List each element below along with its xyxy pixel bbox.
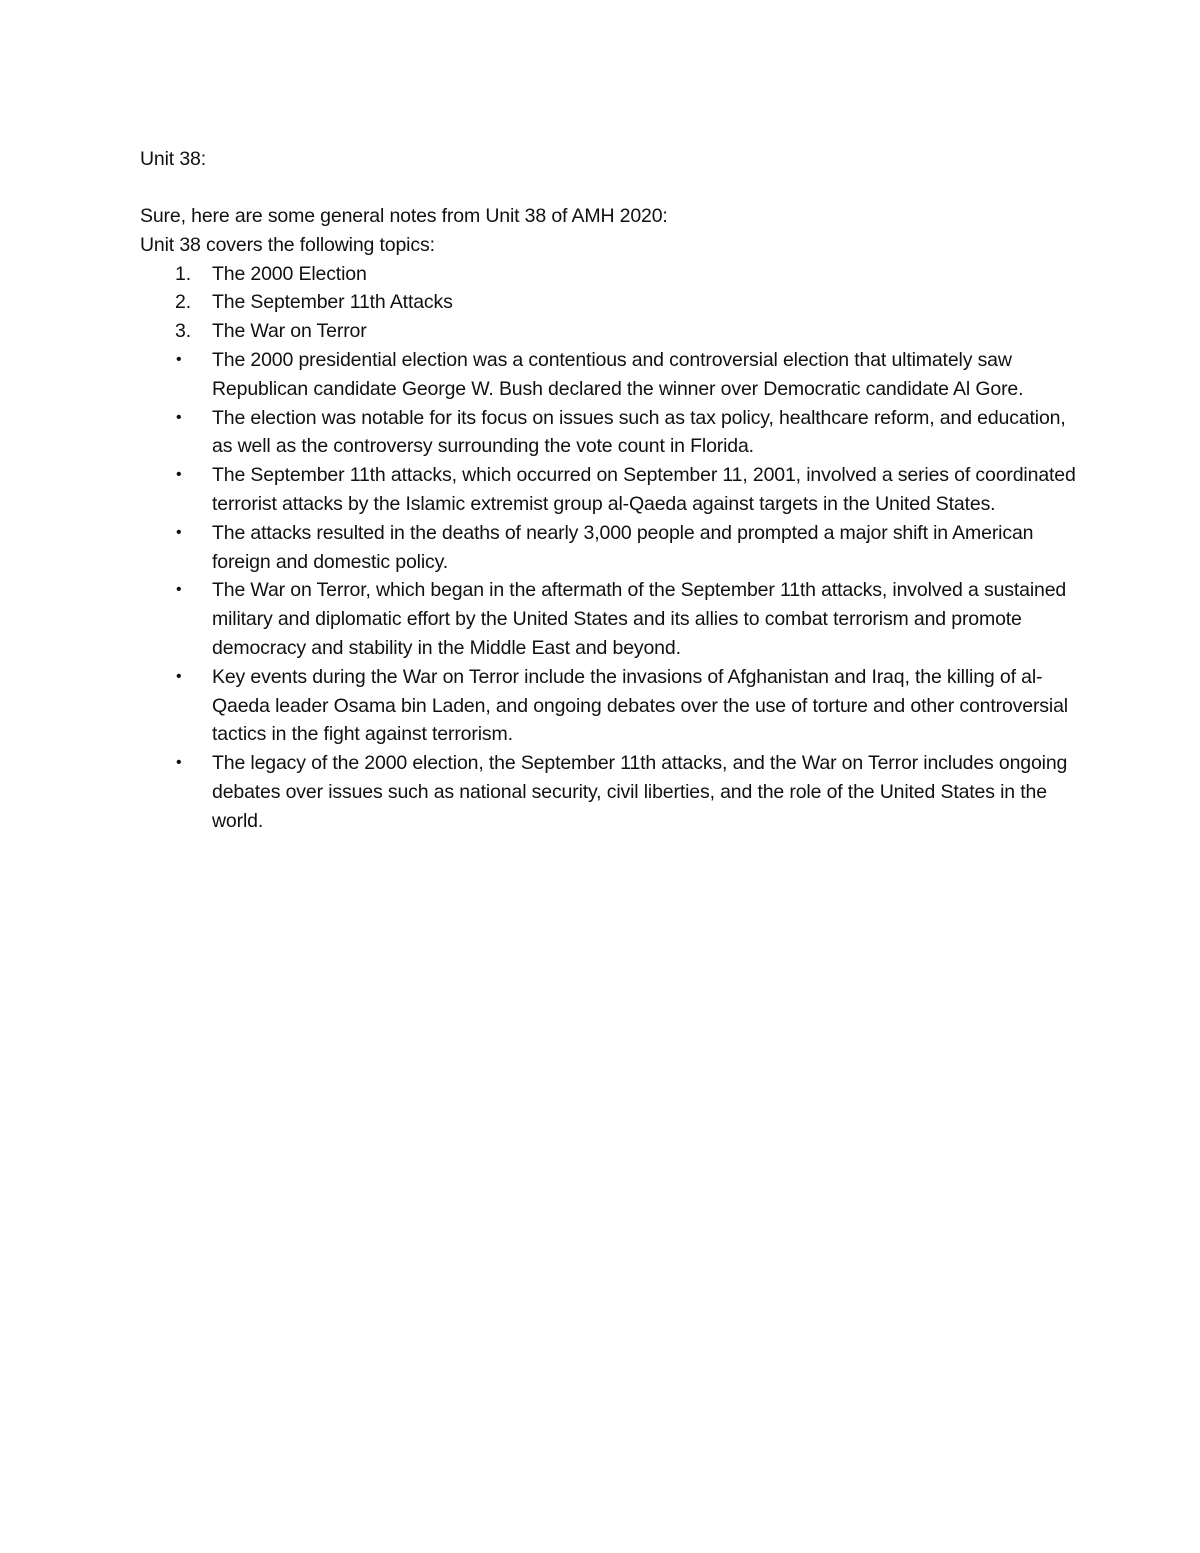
bullet-icon: • <box>176 667 182 685</box>
topics-lead-line: Unit 38 covers the following topics: <box>140 233 435 256</box>
bullet-icon: • <box>176 523 182 541</box>
bullet-list-item <box>140 576 1080 662</box>
list-item-text: The legacy of the 2000 election, the September 11th attacks, and the War on Terror includes ongoing debates over issues such as national security, civil liberties, and the role of the United States in the world. <box>212 752 1068 832</box>
list-item-text: The War on Terror, which began in the aftermath of the September 11th attacks, involved a sustained military and diplomatic effort by the United States and its allies to combat terrorism and promote democracy and stability in the Middle East and beyond. <box>212 579 1067 659</box>
list-number: 2. <box>175 291 191 314</box>
numbered-list-item <box>140 260 1080 289</box>
list-number: 3. <box>175 320 191 343</box>
list-item-text: The attacks resulted in the deaths of nearly 3,000 people and prompted a major shift in American foreign and domestic policy. <box>212 521 1034 573</box>
list-item-text: The September 11th Attacks <box>212 291 453 314</box>
numbered-list-item <box>140 317 1080 346</box>
topics-numbered-list <box>140 260 1080 346</box>
list-item-text: The War on Terror <box>212 320 367 343</box>
list-item-text: The September 11th attacks, which occurred on September 11, 2001, involved a series of coordinated terrorist attacks by the Islamic extremist group al-Qaeda against targets in the United States. <box>212 464 1076 515</box>
bullet-list-item <box>140 346 1080 404</box>
notes-body <box>140 202 1080 836</box>
bullet-icon: • <box>176 350 182 368</box>
bullet-icon: • <box>176 581 182 599</box>
list-item-text: Key events during the War on Terror include the invasions of Afghanistan and Iraq, the killing of al-Qaeda leader Osama bin Laden, and ongoing debates over the use of torture and other controversial tactics in the fight against terrorism. <box>212 665 1068 746</box>
list-item-text: The 2000 Election <box>212 262 367 285</box>
bullet-icon: • <box>176 466 182 484</box>
bullet-icon: • <box>176 754 182 772</box>
bullet-icon: • <box>176 408 182 426</box>
unit-heading: Unit 38: <box>140 148 207 170</box>
bullet-list-item <box>140 404 1080 462</box>
list-item-text: The 2000 presidential election was a contentious and controversial election that ultimately saw Republican candidate George W. Bush declared the winner over Democratic candidate Al Gore. <box>212 348 1024 400</box>
list-number: 1. <box>175 262 191 285</box>
list-item-text: The election was notable for its focus on issues such as tax policy, healthcare reform, and education, as well as the controversy surrounding the vote count in Florida. <box>212 406 1066 458</box>
bullet-list-item <box>140 749 1080 835</box>
bullet-list-item <box>140 461 1080 519</box>
intro-line: Sure, here are some general notes from Unit 38 of AMH 2020: <box>140 205 668 227</box>
bullet-list-item <box>140 663 1080 749</box>
notes-bullet-list <box>140 346 1080 836</box>
bullet-list-item <box>140 519 1080 577</box>
numbered-list-item <box>140 288 1080 317</box>
